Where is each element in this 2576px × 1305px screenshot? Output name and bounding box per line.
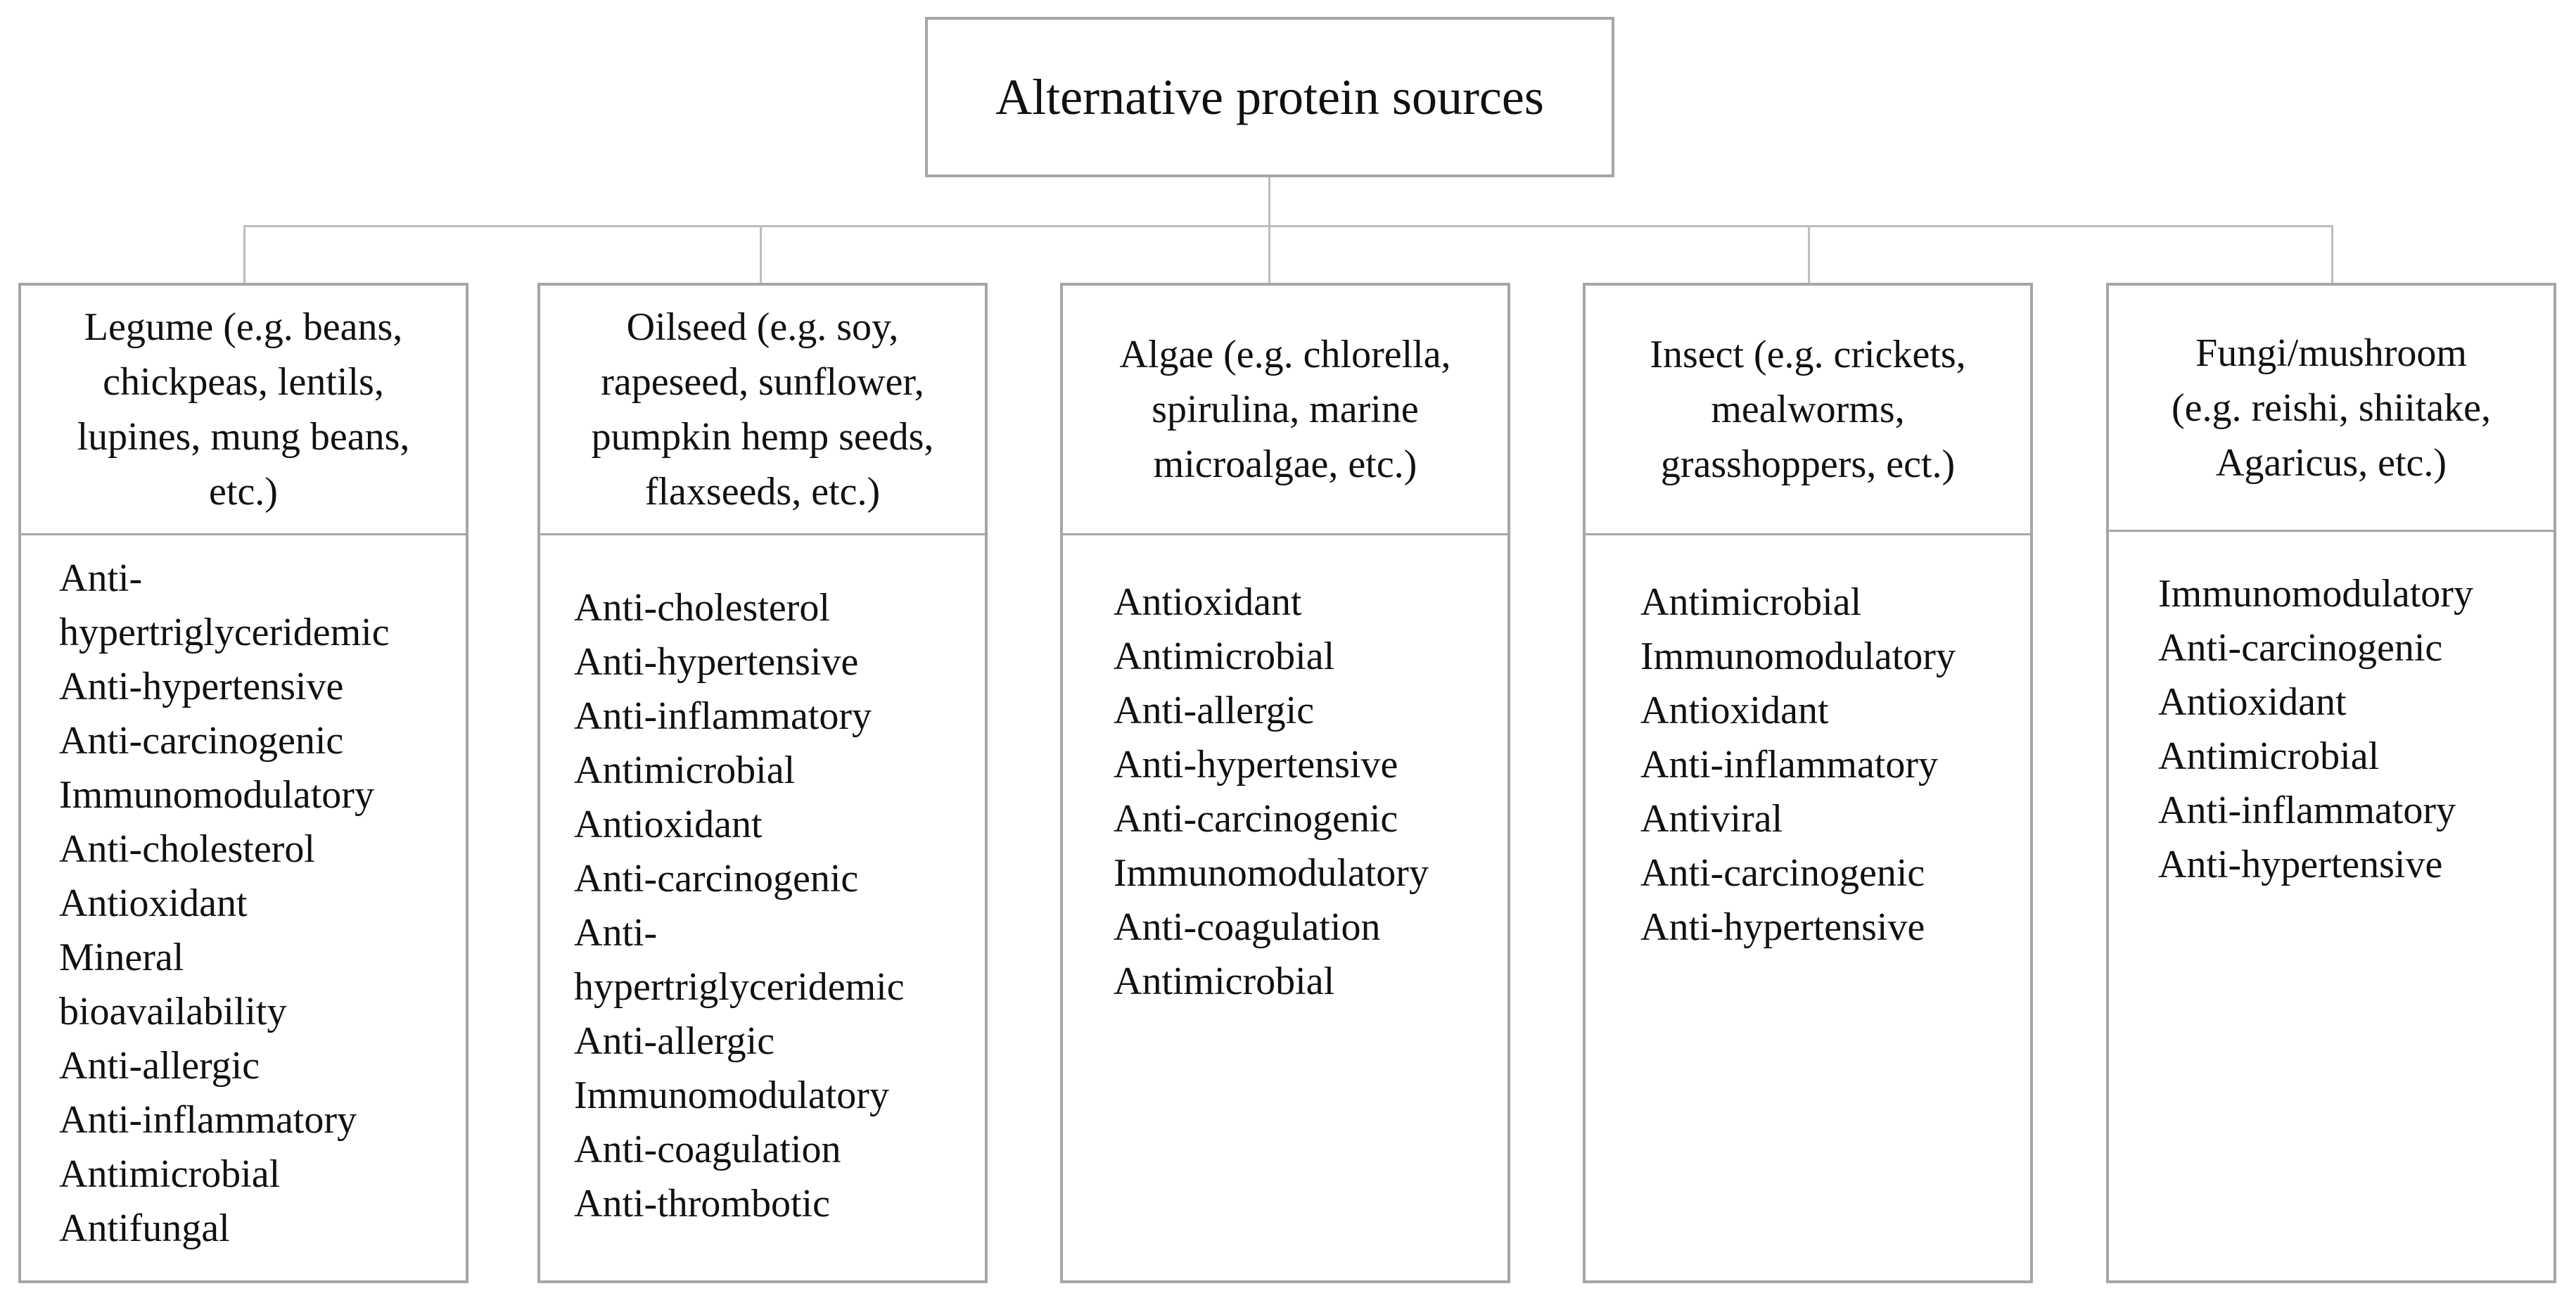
activity-item: Anti-hypertensive	[574, 640, 859, 684]
activity-item: Anti-allergic	[1114, 689, 1315, 732]
branch-line-oilseed	[760, 225, 762, 283]
header-line: (e.g. reishi, shiitake,	[2171, 386, 2492, 430]
activity-item: Anti-carcinogenic	[2158, 626, 2443, 670]
category-header-legume	[21, 286, 466, 535]
category-box-fungi	[2106, 283, 2556, 1283]
category-header-insect	[1586, 286, 2030, 535]
activity-list-oilseed	[540, 581, 985, 1231]
activity-item: Anti-hypertensive	[1114, 743, 1398, 787]
branch-line-fungi	[2331, 225, 2333, 283]
activity-item: Immunomodulatory	[59, 773, 374, 817]
activity-item: Antioxidant	[574, 803, 763, 846]
activity-item: Antimicrobial	[59, 1152, 281, 1196]
branch-line-algae	[1268, 225, 1270, 283]
activity-item: Anti-carcinogenic	[59, 719, 344, 763]
activity-item: Immunomodulatory	[574, 1074, 889, 1117]
activity-item: Antioxidant	[1640, 689, 1829, 732]
header-line: microalgae, etc.)	[1153, 443, 1417, 486]
activity-item: Antimicrobial	[1114, 635, 1335, 678]
category-box-algae	[1060, 283, 1510, 1283]
activity-item: Antimicrobial	[2158, 734, 2380, 778]
activity-item: Anti-inflammatory	[59, 1098, 357, 1142]
root-title: Alternative protein sources	[995, 68, 1544, 125]
category-header-oilseed	[540, 286, 985, 535]
activity-item: bioavailability	[59, 990, 287, 1033]
root-node	[925, 17, 1614, 177]
activity-item: Anti-cholesterol	[574, 586, 830, 630]
activity-item: Mineral	[59, 936, 184, 979]
header-line: rapeseed, sunflower,	[601, 360, 924, 404]
activity-item: Antioxidant	[1114, 580, 1302, 624]
activity-item: Anti-hypertensive	[1640, 905, 1925, 949]
activity-item: Antimicrobial	[1114, 960, 1335, 1003]
header-line: etc.)	[209, 470, 278, 514]
activity-item: Anti-coagulation	[574, 1128, 841, 1171]
activity-item: Anti-	[574, 911, 658, 955]
header-line: Oilseed (e.g. soy,	[626, 305, 899, 349]
activity-item: Anti-inflammatory	[2158, 789, 2456, 832]
activity-item: Antiviral	[1640, 797, 1783, 841]
activity-item: Anti-inflammatory	[574, 694, 872, 738]
header-line: flaxseeds, etc.)	[644, 470, 881, 514]
activity-item: Antioxidant	[59, 881, 248, 925]
header-line: pumpkin hemp seeds,	[591, 415, 934, 459]
activity-item: Anti-inflammatory	[1640, 743, 1939, 787]
header-line: grasshoppers, ect.)	[1660, 443, 1956, 486]
activity-item: Anti-thrombotic	[574, 1182, 830, 1226]
category-box-legume	[18, 283, 468, 1283]
activity-item: Immunomodulatory	[2158, 572, 2473, 616]
root-stem-line	[1268, 177, 1270, 227]
activity-item: Anti-cholesterol	[59, 827, 315, 871]
activity-list-legume	[21, 552, 466, 1256]
branch-line-legume	[243, 225, 246, 283]
header-line: lupines, mung beans,	[77, 415, 410, 459]
category-header-algae	[1063, 286, 1507, 535]
header-line: Legume (e.g. beans,	[84, 305, 403, 349]
activity-item: Antimicrobial	[1640, 580, 1862, 624]
activity-item: Antioxidant	[2158, 680, 2347, 724]
header-line: spirulina, marine	[1152, 388, 1419, 431]
activity-item: Anti-allergic	[59, 1044, 260, 1088]
activity-item: Immunomodulatory	[1640, 635, 1956, 678]
activity-item: Anti-hypertensive	[2158, 843, 2443, 886]
activity-item: Anti-carcinogenic	[1640, 851, 1925, 895]
activity-list-fungi	[2109, 567, 2553, 892]
activity-list-insect	[1586, 575, 2030, 955]
header-line: Fungi/mushroom	[2195, 331, 2467, 375]
header-line: Algae (e.g. chlorella,	[1119, 333, 1451, 376]
activity-item: hypertriglyceridemic	[574, 965, 905, 1009]
header-line: mealworms,	[1711, 388, 1905, 431]
activity-item: Anti-hypertensive	[59, 665, 344, 708]
header-line: chickpeas, lentils,	[103, 360, 384, 404]
activity-item: Anti-allergic	[574, 1019, 775, 1063]
activity-item: Anti-carcinogenic	[574, 857, 859, 900]
activity-item: Immunomodulatory	[1114, 851, 1429, 895]
activity-item: Anti-	[59, 556, 143, 600]
activity-item: Anti-carcinogenic	[1114, 797, 1398, 841]
activity-item: Antifungal	[59, 1207, 230, 1250]
activity-list-algae	[1063, 575, 1507, 1009]
category-box-insect	[1583, 283, 2033, 1283]
activity-item: Anti-coagulation	[1114, 905, 1381, 949]
branch-line-insect	[1808, 225, 1810, 283]
category-box-oilseed	[537, 283, 988, 1283]
header-line: Agaricus, etc.)	[2215, 440, 2447, 485]
category-header-fungi	[2109, 286, 2553, 532]
header-line: Insect (e.g. crickets,	[1650, 333, 1966, 376]
horizontal-bus-line	[243, 225, 2333, 227]
activity-item: Antimicrobial	[574, 749, 796, 792]
activity-item: hypertriglyceridemic	[59, 611, 390, 654]
